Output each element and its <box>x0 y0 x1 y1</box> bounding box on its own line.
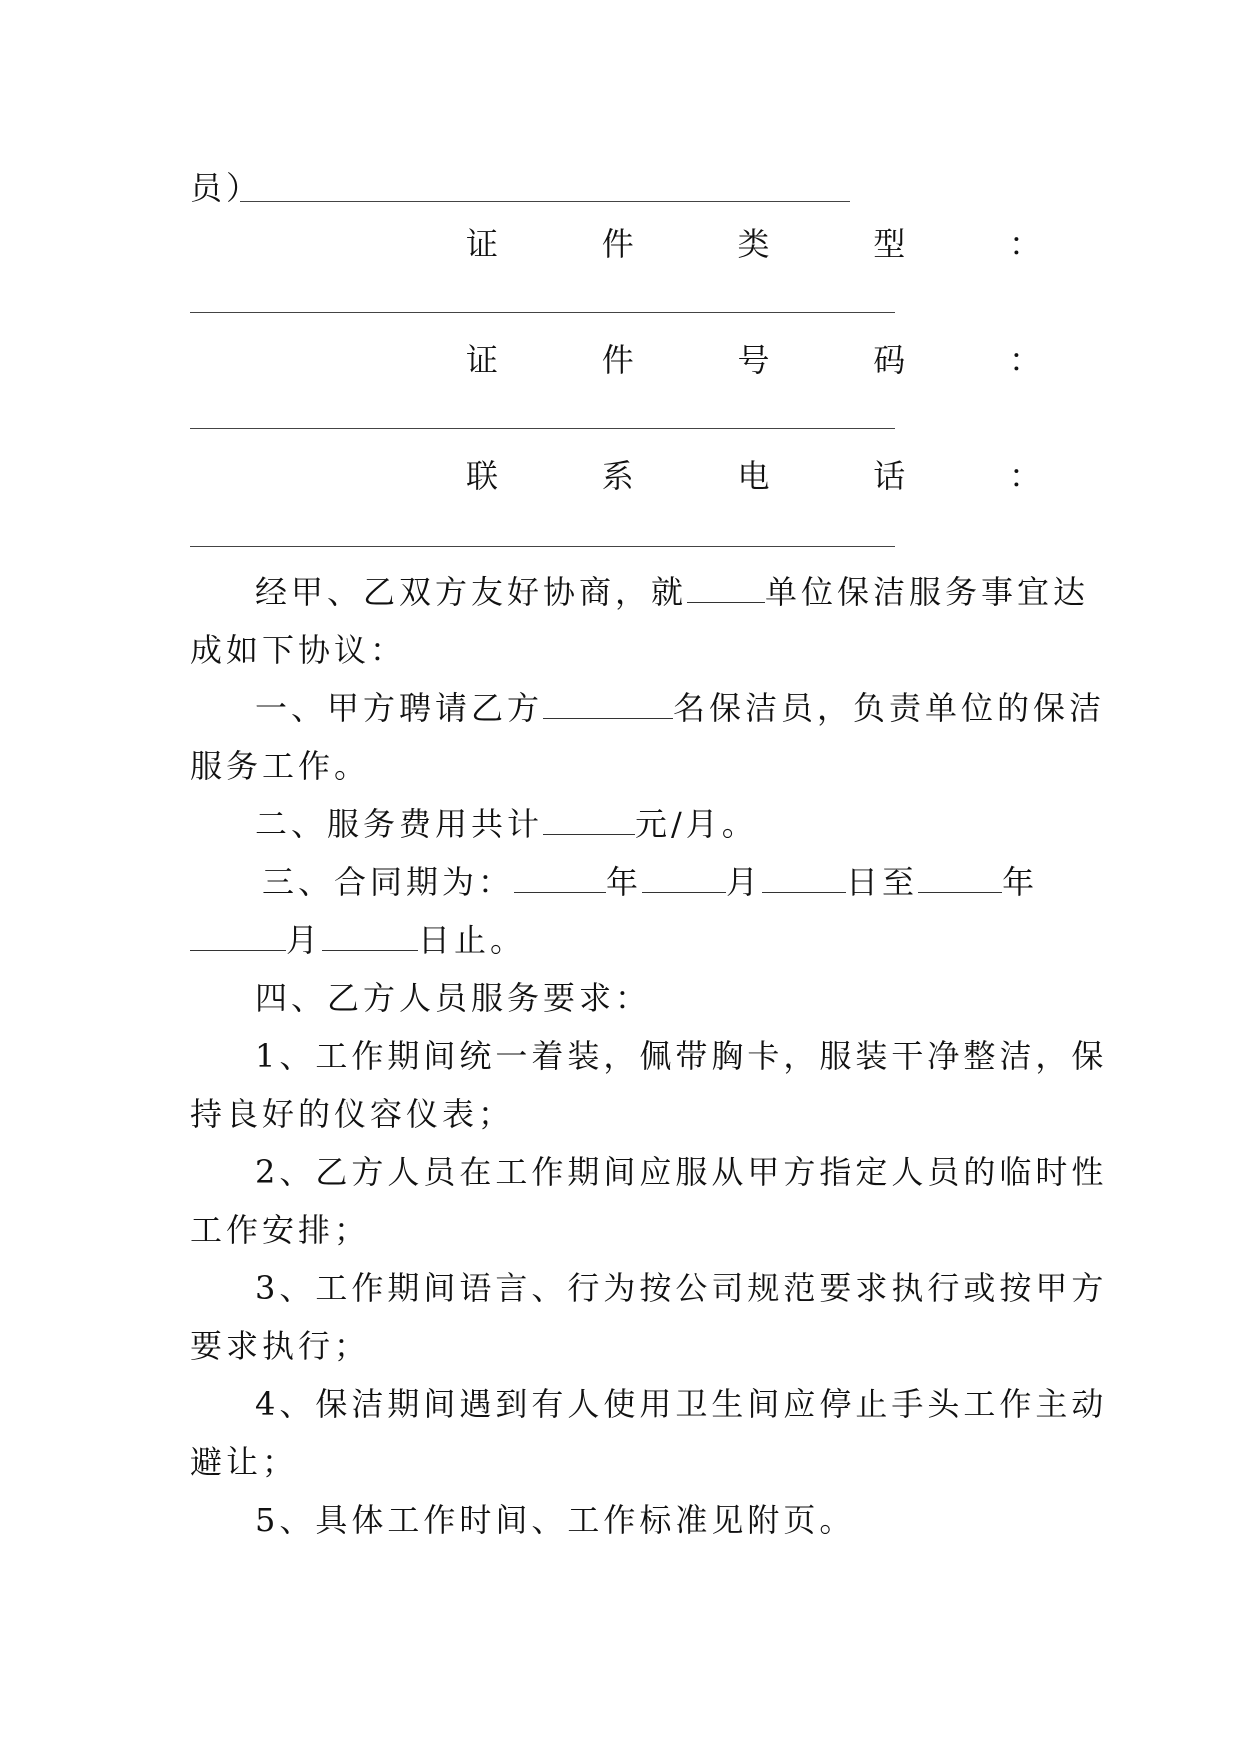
clause1-line-2: 服务工作。 <box>190 747 371 785</box>
clause1-line-1: 一、甲方聘请乙方 名保洁员，负责单位的保洁 <box>255 689 1106 727</box>
intro-line-1: 经甲、乙双方友好协商，就 单位保洁服务事宜达 <box>255 573 1090 611</box>
id-type-blank[interactable] <box>190 312 895 313</box>
start-year-blank[interactable] <box>514 864 606 893</box>
requirement-2-line-1: 2、乙方人员在工作期间应服从甲方指定人员的临时性 <box>255 1153 1108 1191</box>
end-day-blank[interactable] <box>322 922 418 951</box>
clause3-line-2: 月 日止。 <box>190 920 1060 960</box>
requirement-4-line-1: 4、保洁期间遇到有人使用卫生间应停止手头工作主动 <box>255 1385 1108 1423</box>
intro-line-2: 成如下协议： <box>190 631 407 669</box>
requirement-2-line-2: 工作安排； <box>190 1211 371 1249</box>
fee-blank[interactable] <box>543 806 635 835</box>
id-number-blank[interactable] <box>190 428 895 429</box>
cleaner-count-blank[interactable] <box>543 690 673 719</box>
requirement-3-line-2: 要求执行； <box>190 1327 371 1365</box>
unit-blank[interactable] <box>687 574 765 603</box>
phone-label: 联 系 电 话 ： <box>466 457 1041 495</box>
requirement-3-line-1: 3、工作期间语言、行为按公司规范要求执行或按甲方 <box>255 1269 1108 1307</box>
clause2-line: 二、服务费用共计 元/月。 <box>255 805 758 843</box>
start-month-blank[interactable] <box>642 864 726 893</box>
requirement-1-line-1: 1、工作期间统一着装，佩带胸卡，服装干净整洁，保 <box>255 1037 1108 1075</box>
id-type-label: 证 件 类 型 ： <box>466 225 1041 263</box>
start-day-blank[interactable] <box>762 864 846 893</box>
requirement-5-line-1: 5、具体工作时间、工作标准见附页。 <box>255 1501 856 1539</box>
end-month-blank[interactable] <box>190 922 286 951</box>
end-year-blank[interactable] <box>918 864 1002 893</box>
clause3-line-1: 三、合同期为： 年 月 日至 年 <box>262 863 1039 901</box>
requirement-4-line-2: 避让； <box>190 1443 299 1481</box>
clause4-title: 四、乙方人员服务要求： <box>255 979 652 1017</box>
requirement-1-line-2: 持良好的仪容仪表； <box>190 1095 515 1133</box>
member-tail-text: 员） <box>190 169 263 207</box>
id-number-label: 证 件 号 码 ： <box>466 341 1041 379</box>
member-blank[interactable] <box>240 201 850 202</box>
phone-blank[interactable] <box>190 546 895 547</box>
member-line <box>190 168 1060 208</box>
